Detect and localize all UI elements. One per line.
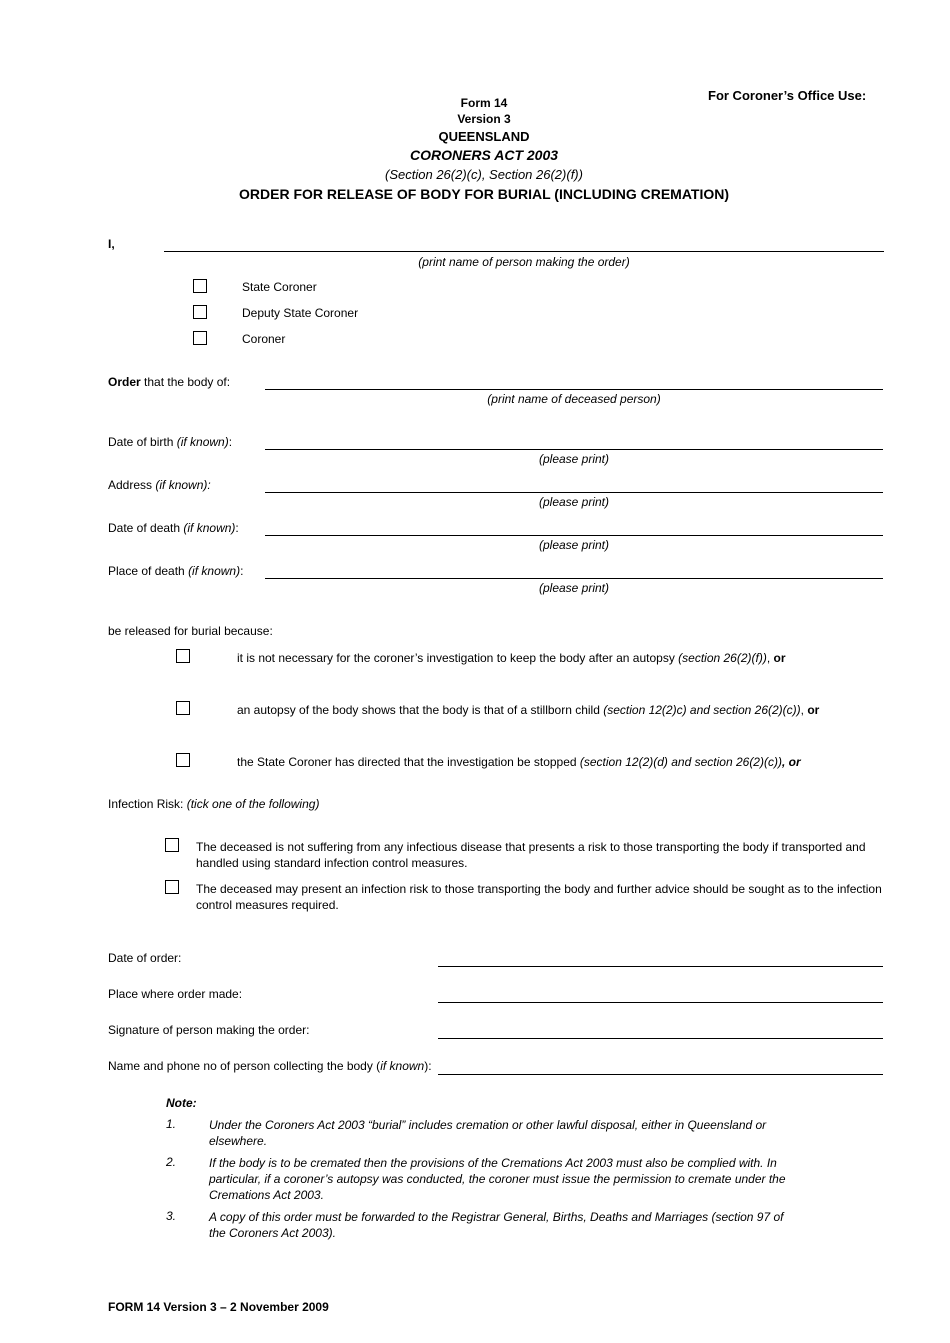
infection-risk-label: Infection Risk: (tick one of the following) <box>108 797 320 811</box>
role-label-deputy-state-coroner: Deputy State Coroner <box>242 306 359 320</box>
note-number: 2. <box>166 1155 177 1169</box>
address-label: Address (if known): <box>108 478 211 492</box>
page-title: ORDER FOR RELEASE OF BODY FOR BURIAL (INCLUDING CREMATION) <box>239 186 729 202</box>
role-checkbox-coroner[interactable] <box>193 331 207 345</box>
dob-label: Date of birth (if known): <box>108 435 233 449</box>
office-use-label: For Coroner’s Office Use: <box>708 88 867 103</box>
reason-text-no-autopsy-need: it is not necessary for the coroner’s investigation to keep the body after an autopsy (section 26(2)(f)), or <box>237 651 786 665</box>
person-name-hint: (print name of person making the order) <box>418 255 630 269</box>
dob-field[interactable] <box>265 449 883 450</box>
place-of-order-label: Place where order made: <box>108 987 243 1001</box>
address-hint: (please print) <box>538 495 610 509</box>
collector-label: Name and phone no of person collecting the body (if known): <box>108 1059 432 1073</box>
place-of-death-hint: (please print) <box>538 581 610 595</box>
note-number: 3. <box>166 1209 177 1223</box>
order-rest: that the body of: <box>140 375 231 389</box>
signature-field[interactable] <box>438 1038 883 1039</box>
signature-label: Signature of person making the order: <box>108 1023 310 1037</box>
order-word: Order <box>108 375 141 389</box>
note-text: If the body is to be cremated then the provisions of the Cremations Act 2003 must also be complied with. In particular, if a coroner’s autopsy was conducted, the coroner must issue the permission to cremate under the Cremations Act 2003. <box>209 1156 786 1202</box>
date-of-order-field[interactable] <box>438 966 883 967</box>
reason-checkbox-investigation-stopped[interactable] <box>176 753 190 767</box>
dod-field[interactable] <box>265 535 883 536</box>
infection-option-no-risk: The deceased is not suffering from any infectious disease that presents a risk to those transporting the body if transported and handled using standard infection control measures. <box>196 840 866 870</box>
reason-checkbox-stillborn[interactable] <box>176 701 190 715</box>
state-name: QUEENSLAND <box>438 129 530 144</box>
collector-field[interactable] <box>438 1074 883 1075</box>
footer-form-version: FORM 14 Version 3 – 2 November 2009 <box>108 1300 329 1314</box>
deceased-label <box>108 375 230 389</box>
dob-hint: (please print) <box>538 452 610 466</box>
reason-text-investigation-stopped: the State Coroner has directed that the investigation be stopped (section 12(2)(d) and section 26(2)(c)), or <box>237 755 801 769</box>
person-name-field[interactable] <box>164 251 884 252</box>
form-version: Version 3 <box>457 112 511 126</box>
place-of-death-label: Place of death (if known): <box>108 564 244 578</box>
address-field[interactable] <box>265 492 883 493</box>
note-text: Under the Coroners Act 2003 “burial” includes cremation or other lawful disposal, either in Queensland or elsewhere. <box>209 1118 767 1148</box>
role-checkbox-deputy-state-coroner[interactable] <box>193 305 207 319</box>
section-reference: (Section 26(2)(c), Section 26(2)(f)) <box>385 167 583 182</box>
place-of-death-field[interactable] <box>265 578 883 579</box>
place-of-order-field[interactable] <box>438 1002 883 1003</box>
deceased-name-field[interactable] <box>265 389 883 390</box>
infection-checkbox-may-present-risk[interactable] <box>165 880 179 894</box>
date-of-order-label: Date of order: <box>108 951 182 965</box>
infection-option-may-present-risk: The deceased may present an infection risk to those transporting the body and further advice should be sought as to the infection control measures required. <box>196 882 882 912</box>
reason-checkbox-no-autopsy-need[interactable] <box>176 649 190 663</box>
infection-checkbox-no-risk[interactable] <box>165 838 179 852</box>
notes-title: Note: <box>166 1096 197 1110</box>
person-label: I, <box>108 237 115 251</box>
dod-hint: (please print) <box>538 538 610 552</box>
act-name: CORONERS ACT 2003 <box>409 147 559 163</box>
reason-text-stillborn: an autopsy of the body shows that the body is that of a stillborn child (section 12(2)c) and section 26(2)(c)), or <box>237 703 820 717</box>
role-label-coroner: Coroner <box>242 332 286 346</box>
role-label-state-coroner: State Coroner <box>242 280 317 294</box>
form-number: Form 14 <box>460 96 508 110</box>
deceased-name-hint: (print name of deceased person) <box>487 392 661 406</box>
dod-label: Date of death (if known): <box>108 521 239 535</box>
note-number: 1. <box>166 1117 177 1131</box>
note-text: A copy of this order must be forwarded to the Registrar General, Births, Deaths and Marriages (section 97 of the Coroners Act 2003). <box>209 1210 784 1240</box>
role-checkbox-state-coroner[interactable] <box>193 279 207 293</box>
release-intro: be released for burial because: <box>108 624 273 638</box>
